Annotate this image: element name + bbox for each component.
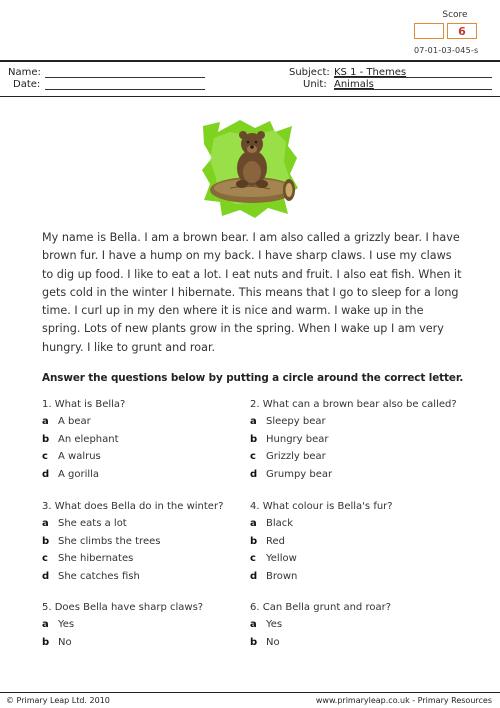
- name-field: [8, 67, 41, 78]
- score-total-box: [447, 23, 477, 39]
- question-text: 3. What does Bella do in the winter?: [42, 501, 224, 512]
- option-a[interactable]: a Yes: [42, 619, 75, 630]
- option-b[interactable]: b An elephant: [42, 433, 119, 445]
- question-text: 5. Does Bella have sharp claws?: [42, 602, 204, 613]
- option-b[interactable]: b No: [250, 636, 280, 648]
- option-d[interactable]: d Grumpy bear: [250, 468, 333, 480]
- question-text: 6. Can Bella grunt and roar?: [250, 602, 392, 613]
- option-c[interactable]: c Yellow: [250, 553, 297, 564]
- name-input-line[interactable]: [45, 77, 205, 78]
- reading-passage: My name is Bella. I am a brown bear. I am also called a grizzly bear. I have brown fur. I have a hump on my back. I have sharp claws. I use my claws to dig up food. I like to eat a lot. I eat nuts and fruit. I also eat fish. When it gets cold in the winter I hibernate. This means that I go to sleep for a long time. I curl up in my den where it is nice and warm. I wake up in the spring. Lots of new plants grow in the spring. When I wake up I am very hungry. I like to grunt and roar.: [42, 231, 462, 354]
- option-b[interactable]: b No: [42, 636, 72, 648]
- option-d[interactable]: d She catches fish: [42, 570, 140, 582]
- question-text: 4. What colour is Bella's fur?: [250, 501, 393, 512]
- bear-on-log-icon: [200, 118, 300, 220]
- subject-underline: [334, 77, 492, 78]
- option-b[interactable]: b Red: [250, 535, 285, 547]
- question-2: [250, 396, 457, 483]
- footer-rule: [0, 692, 500, 693]
- header-bottom-rule: [0, 96, 500, 97]
- option-b[interactable]: b Hungry bear: [250, 433, 329, 445]
- date-field: [13, 79, 40, 90]
- question-1: [42, 396, 125, 483]
- unit-value: Animals: [334, 79, 374, 90]
- option-a[interactable]: a Sleepy bear: [250, 416, 326, 427]
- score-value: 6: [458, 25, 466, 38]
- option-b[interactable]: b She climbs the trees: [42, 535, 161, 547]
- footer-website[interactable]: www.primaryleap.co.uk - Primary Resources: [315, 696, 492, 705]
- option-d[interactable]: d Brown: [250, 570, 298, 582]
- unit-underline: [334, 89, 492, 90]
- instructions: Answer the questions below by putting a circle around the correct letter.: [42, 372, 464, 384]
- score-panel: [414, 10, 484, 39]
- subject-label: Subject:: [289, 67, 330, 78]
- question-text: 1. What is Bella?: [42, 399, 126, 410]
- question-6: [250, 599, 391, 651]
- subject-value: KS 1 - Themes: [334, 67, 407, 78]
- score-boxes: [414, 23, 484, 39]
- unit-field: [303, 79, 327, 90]
- date-label: Date:: [13, 79, 41, 90]
- subject-field: [289, 67, 330, 78]
- worksheet-code: 07-01-03-045-s: [414, 46, 479, 55]
- option-a[interactable]: a She eats a lot: [42, 518, 127, 529]
- header-top-rule: [0, 60, 500, 62]
- option-c[interactable]: c A walrus: [42, 451, 101, 462]
- score-label: Score: [442, 10, 468, 20]
- question-3: [42, 498, 223, 585]
- option-d[interactable]: d A gorilla: [42, 468, 100, 480]
- question-5: [42, 599, 203, 651]
- option-a[interactable]: a Yes: [250, 619, 283, 630]
- question-4: [250, 498, 393, 585]
- unit-label: Unit:: [303, 79, 327, 90]
- name-label: Name:: [8, 67, 41, 78]
- option-a[interactable]: a Black: [250, 518, 294, 529]
- question-text: 2. What can a brown bear also be called?: [250, 399, 457, 410]
- option-a[interactable]: a A bear: [42, 416, 91, 427]
- option-c[interactable]: c Grizzly bear: [250, 451, 326, 462]
- footer-copyright: © Primary Leap Ltd. 2010: [6, 696, 110, 705]
- option-c[interactable]: c She hibernates: [42, 553, 134, 564]
- date-input-line[interactable]: [45, 89, 205, 90]
- score-input-box[interactable]: [414, 23, 444, 39]
